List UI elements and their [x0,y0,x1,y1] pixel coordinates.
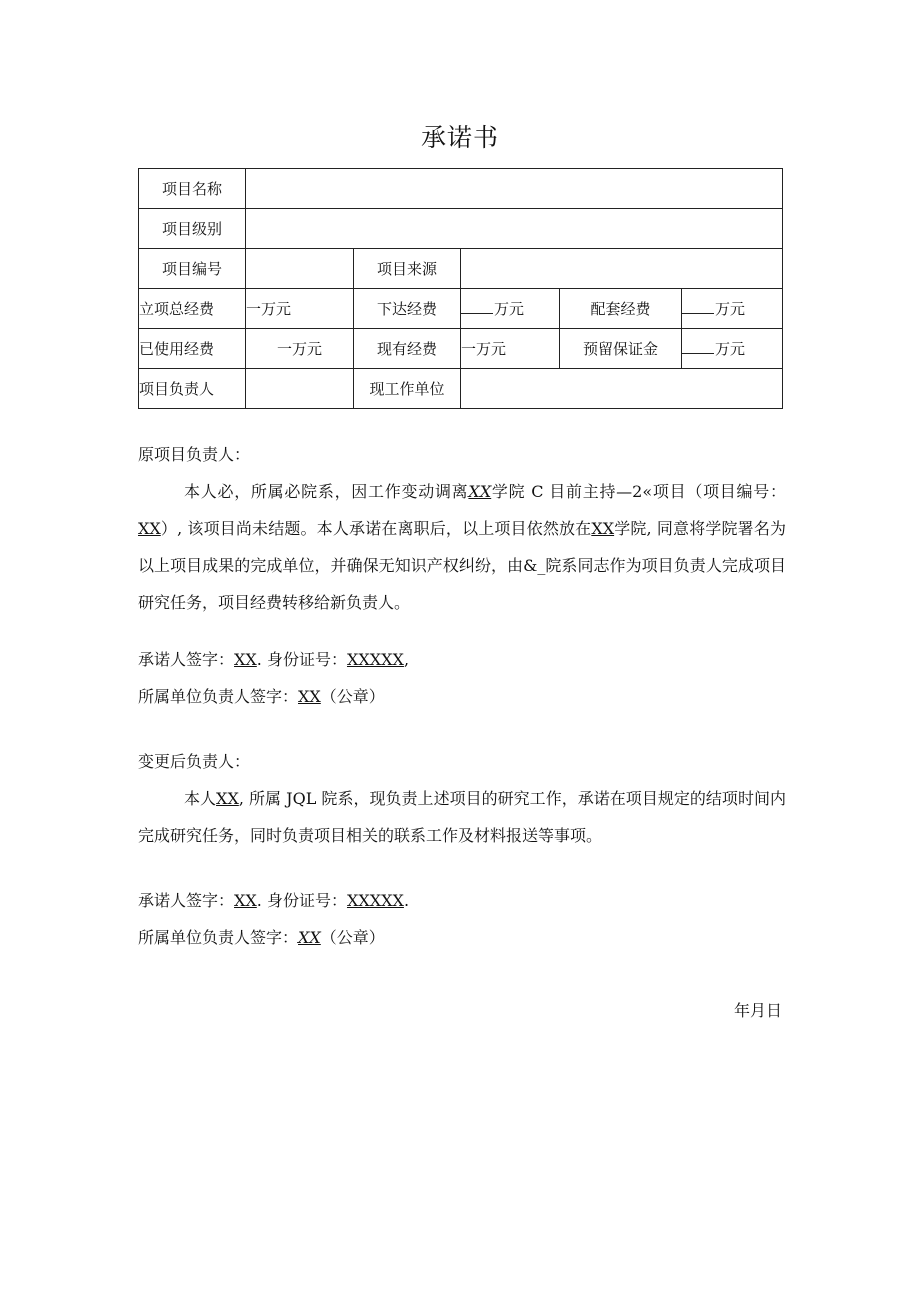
label-project-leader: 项目负责人 [139,369,246,409]
label-project-source: 项目来源 [354,249,461,289]
leader-signature-name: XX [298,928,321,947]
placeholder-xx: XX [138,519,161,538]
blank-line [682,301,714,314]
signature-name: XX [234,650,257,669]
statement-text: 本人必，所属必院系，因工作变动调离 [184,482,469,501]
table-row-project-number [139,249,783,289]
official-seal-note: （公章） [320,687,385,706]
table-row-usage [139,329,783,369]
new-leader-statement [138,780,786,854]
value-project-source [461,249,783,289]
label-project-name: 项目名称 [139,169,246,209]
id-value: XXXXX [346,650,404,669]
new-leader-signature-line [138,919,786,956]
label-total-budget: 立项总经费 [139,289,246,329]
placeholder-xx: XX [591,519,615,538]
leader-signature-label: 所属单位负责人签字： [138,928,299,947]
reserve-deposit-unit: 万元 [715,340,746,358]
label-current-budget: 现有经费 [354,329,461,369]
id-value: XXXXX [346,891,404,910]
value-project-number [246,249,354,289]
leader-signature-label: 所属单位负责人签字： [138,687,299,706]
id-label: . 身份证号： [256,891,347,910]
table-row-project-name [139,169,783,209]
matching-budget-unit: 万元 [715,300,746,318]
table-row-budget [139,289,783,329]
label-allocated-budget: 下达经费 [354,289,461,329]
statement-text: 学院, 同意将学院署名为以上项目成果的完成单位，并确保无知识产权纠纷，由&_院系同志作为项目负责人完成项目研究任务，项目经费转移给新负责人。 [138,519,786,612]
original-leader-statement [138,473,786,621]
value-current-budget: 一万元 [461,329,560,369]
placeholder-xx: XX [468,482,492,501]
value-used-budget: 一万元 [246,329,354,369]
value-project-level [246,209,783,249]
punctuation: , [403,650,410,669]
label-used-budget: 已使用经费 [139,329,246,369]
signature-name: XX [234,891,257,910]
date-line: 年月日 [733,1001,782,1020]
value-project-name [246,169,783,209]
allocated-budget-unit: 万元 [494,300,525,318]
original-signature-line [138,641,786,678]
label-matching-budget: 配套经费 [560,289,682,329]
document-title: 承诺书 [420,123,499,152]
blank-line [682,341,714,354]
statement-text: , 所属 JQL 院系，现负责上述项目的研究工作，承诺在项目规定的结项时间内完成研究任务，同时负责项目相关的联系工作及材料报送等事项。 [138,789,786,845]
original-signature-block [138,641,786,715]
statement-text: 本人 [184,789,217,808]
original-leader-section [138,436,786,621]
value-project-leader [246,369,354,409]
value-total-budget: 一万元 [246,289,354,329]
label-project-level: 项目级别 [139,209,246,249]
new-leader-section [138,743,786,854]
new-signature-block [138,882,786,956]
value-allocated-budget [461,289,560,329]
label-reserve-deposit: 预留保证金 [560,329,682,369]
original-leader-signature-line [138,678,786,715]
placeholder-xx: XX [216,789,239,808]
table-row-leader [139,369,783,409]
label-project-number: 项目编号 [139,249,246,289]
statement-text: 学院 C 目前主持—2«项目（项目编号： [491,482,786,501]
project-info-table [138,168,783,409]
id-label: . 身份证号： [256,650,347,669]
signature-label: 承诺人签字： [138,891,235,910]
value-reserve-deposit [682,329,783,369]
official-seal-note: （公章） [320,928,385,947]
leader-signature-name: XX [298,687,321,706]
blank-line [461,301,493,314]
new-leader-heading: 变更后负责人： [138,752,251,771]
value-current-employer [461,369,783,409]
statement-text: ）, 该项目尚未结题。本人承诺在离职后，以上项目依然放在 [160,519,592,538]
original-leader-heading: 原项目负责人： [138,445,251,464]
punctuation: . [403,891,410,910]
value-matching-budget [682,289,783,329]
new-signature-line [138,882,786,919]
signature-label: 承诺人签字： [138,650,235,669]
label-current-employer: 现工作单位 [354,369,461,409]
table-row-project-level [139,209,783,249]
